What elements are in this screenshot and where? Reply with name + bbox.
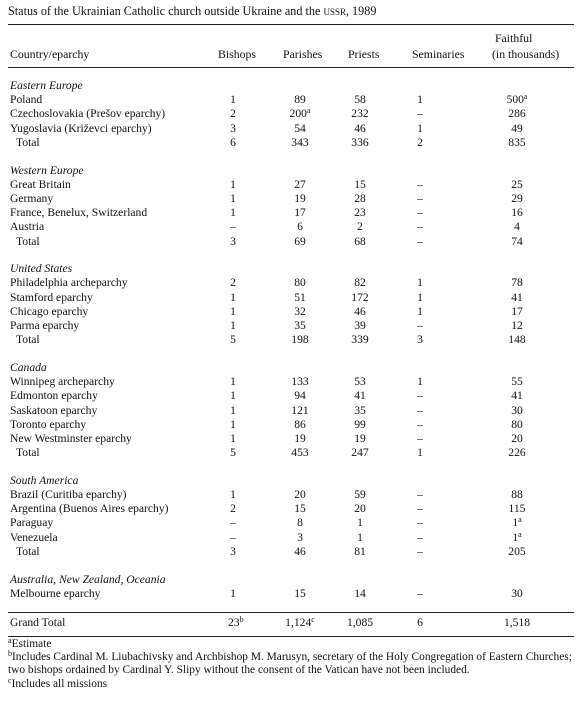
parishes-cell: 35 <box>294 319 306 332</box>
table-row-label: Chicago eparchy <box>10 304 89 318</box>
footnote-c: $^c$Includes all missions <box>8 675 108 690</box>
top-rule <box>8 24 574 25</box>
parishes-cell: 32 <box>294 304 306 318</box>
faithful-cell: 17 <box>511 304 523 318</box>
total-row-label: Total <box>16 446 40 460</box>
grand-total-rule <box>8 612 574 613</box>
priests-cell: 20 <box>354 502 366 516</box>
parishes-cell: 1,124$^c$ <box>285 615 315 629</box>
seminaries-cell: – <box>417 417 423 431</box>
priests-cell: 247 <box>351 446 369 460</box>
faithful-cell: 148 <box>508 333 526 347</box>
faithful-cell: 115 <box>508 502 526 516</box>
grand-total-row-label: Grand Total <box>10 616 66 629</box>
priests-cell: 1 <box>357 516 363 530</box>
seminaries-cell: – <box>417 586 423 600</box>
header-priests: Priests <box>348 47 380 61</box>
footnote-marker: a <box>518 515 522 525</box>
priests-cell: 53 <box>354 375 366 389</box>
bishops-cell: 1 <box>230 586 236 600</box>
parishes-cell: 198 <box>291 333 309 347</box>
bishops-cell: 1 <box>230 375 236 389</box>
bishops-cell: 1 <box>230 93 236 107</box>
parishes-cell: 20 <box>294 488 306 501</box>
title-year: , 1989 <box>345 4 377 18</box>
table-row-label: Philadelphia archeparchy <box>10 276 128 290</box>
bishops-cell: 5 <box>230 333 236 347</box>
table-row-label: Yugoslavia (Križevci eparchy) <box>10 121 152 135</box>
total-row-label: Total <box>16 234 40 248</box>
priests-cell: 59 <box>354 488 366 501</box>
priests-cell: 14 <box>354 586 366 600</box>
table-row-label: Great Britain <box>10 177 71 191</box>
table-row-label: Toronto eparchy <box>10 417 87 431</box>
priests-cell: 23 <box>354 206 366 220</box>
faithful-cell: 1$^a$ <box>512 529 522 544</box>
priests-cell: 82 <box>354 276 366 290</box>
total-row-label: Total <box>16 333 40 347</box>
header-faithful: Faithful <box>495 31 533 45</box>
faithful-cell: 80 <box>511 417 523 431</box>
total-row-label: Total <box>16 544 40 558</box>
seminaries-cell: 1 <box>417 290 423 304</box>
seminaries-cell: – <box>417 403 423 417</box>
table-row-label: Paraguay <box>10 516 54 530</box>
bishops-cell: 1 <box>230 431 236 445</box>
parishes-cell: 86 <box>294 417 306 431</box>
bishops-cell: – <box>230 516 236 530</box>
parishes-cell: 6 <box>297 220 303 234</box>
faithful-cell: 500$^a$ <box>506 92 528 107</box>
bishops-cell: 1 <box>230 488 236 501</box>
seminaries-cell: 2 <box>417 135 423 149</box>
seminaries-cell: 1 <box>417 375 423 389</box>
footnote-marker: a <box>306 106 311 116</box>
table-row-label: Argentina (Buenos Aires eparchy) <box>10 502 169 516</box>
priests-cell: 1,085 <box>346 616 374 629</box>
faithful-cell: 20 <box>511 431 523 445</box>
seminaries-cell: 6 <box>417 616 423 629</box>
bishops-cell: 1 <box>230 319 236 332</box>
priests-cell: 46 <box>354 304 366 318</box>
priests-cell: 99 <box>354 417 366 431</box>
seminaries-cell: – <box>417 502 423 516</box>
bishops-cell: 3 <box>230 121 236 135</box>
footnote-marker: c <box>311 615 315 624</box>
parishes-cell: 17 <box>294 206 306 220</box>
bishops-cell: 2 <box>230 276 236 290</box>
priests-cell: 336 <box>351 135 369 149</box>
seminaries-cell: 1 <box>417 121 423 135</box>
seminaries-cell: 1 <box>417 93 423 107</box>
parishes-cell: 133 <box>291 375 309 389</box>
parishes-cell: 15 <box>294 502 306 516</box>
footnote-marker: a <box>523 92 528 102</box>
parishes-cell: 94 <box>294 389 306 403</box>
bishops-cell: 1 <box>230 417 236 431</box>
table-row-label: Austria <box>10 220 45 234</box>
faithful-cell: 55 <box>511 375 523 389</box>
table-row-label: Poland <box>10 93 43 107</box>
faithful-cell: 835 <box>508 135 526 149</box>
bishops-cell: 3 <box>230 234 236 248</box>
bishops-cell: – <box>230 530 236 544</box>
faithful-cell: 16 <box>511 206 523 220</box>
faithful-cell: 12 <box>511 319 523 332</box>
header-seminaries: Seminaries <box>412 47 465 61</box>
faithful-cell: 1,518 <box>503 616 531 629</box>
faithful-cell: 205 <box>508 544 526 558</box>
parishes-cell: 200$^a$ <box>289 106 311 121</box>
seminaries-cell: – <box>417 319 423 332</box>
header-bishops: Bishops <box>218 47 257 61</box>
table-row-label: Brazil (Curitiba eparchy) <box>10 488 127 501</box>
seminaries-cell: – <box>417 234 423 248</box>
footnote-marker: b <box>239 615 244 624</box>
region-heading: United States <box>10 262 73 276</box>
footnote-marker: a <box>518 529 522 539</box>
priests-cell: 35 <box>354 403 366 417</box>
parishes-cell: 89 <box>294 93 306 107</box>
priests-cell: 41 <box>354 389 366 403</box>
footnotes <box>8 638 574 691</box>
seminaries-cell: – <box>417 516 423 530</box>
title-ussr: ussr <box>323 4 346 18</box>
parishes-cell: 27 <box>294 177 306 191</box>
faithful-cell: 30 <box>511 403 523 417</box>
priests-cell: 81 <box>354 544 366 558</box>
seminaries-cell: 1 <box>417 446 423 460</box>
seminaries-cell: – <box>417 191 423 205</box>
bishops-cell: 5 <box>230 446 236 460</box>
seminaries-cell: 1 <box>417 276 423 290</box>
priests-cell: 58 <box>354 93 366 107</box>
header-parishes: Parishes <box>283 47 323 61</box>
bishops-cell: 1 <box>230 177 236 191</box>
priests-cell: 68 <box>354 234 366 248</box>
bottom-rule <box>8 636 574 637</box>
faithful-cell: 78 <box>511 276 523 290</box>
faithful-cell: 25 <box>511 177 523 191</box>
priests-cell: 2 <box>357 220 363 234</box>
priests-cell: 15 <box>354 177 366 191</box>
priests-cell: 39 <box>354 319 366 332</box>
priests-cell: 28 <box>354 191 366 205</box>
table-row-label: Winnipeg archeparchy <box>10 375 115 389</box>
faithful-cell: 41 <box>511 290 523 304</box>
seminaries-cell: – <box>417 389 423 403</box>
table-row-label: France, Benelux, Switzerland <box>10 206 148 220</box>
seminaries-cell: – <box>417 177 423 191</box>
faithful-cell: 30 <box>511 586 523 600</box>
table-row-label: Germany <box>10 191 54 205</box>
parishes-cell: 15 <box>294 586 306 600</box>
seminaries-cell: – <box>417 544 423 558</box>
parishes-cell: 46 <box>294 544 306 558</box>
bishops-cell: 1 <box>230 290 236 304</box>
bishops-cell: 2 <box>230 107 236 121</box>
region-heading: Australia, New Zealand, Oceania <box>10 572 166 586</box>
seminaries-cell: – <box>417 107 423 121</box>
faithful-cell: 74 <box>511 234 523 248</box>
faithful-cell: 226 <box>508 446 526 460</box>
priests-cell: 1 <box>357 530 363 544</box>
parishes-cell: 3 <box>297 530 303 544</box>
bishops-cell: 23$^b$ <box>228 615 244 629</box>
total-row-label: Total <box>16 135 40 149</box>
seminaries-cell: – <box>417 220 423 234</box>
table-row-label: Venezuela <box>10 530 58 544</box>
parishes-cell: 453 <box>291 446 309 460</box>
table-row-label: Stamford eparchy <box>10 290 93 304</box>
footnote-b: $^b$Includes Cardinal M. Liubachivsky and Archbishop M. Marusyn, secretary of the Holy Congregation of Eastern Churches; two bishops ordained by Cardinal Y. Slipy without the consent of the Vatican have not been included. <box>8 649 572 677</box>
faithful-cell: 29 <box>511 191 523 205</box>
header-rule <box>8 67 574 68</box>
title-text: Status of the Ukrainian Catholic church outside Ukraine and the <box>8 4 324 18</box>
seminaries-cell: – <box>417 488 423 501</box>
priests-cell: 19 <box>354 431 366 445</box>
bishops-cell: 2 <box>230 502 236 516</box>
table-row-label: New Westminster eparchy <box>10 431 132 445</box>
region-heading: Western Europe <box>10 163 84 177</box>
bishops-cell: 1 <box>230 206 236 220</box>
table-row-label: Edmonton eparchy <box>10 389 98 403</box>
footnote-a: $^a$Estimate <box>8 636 52 650</box>
priests-cell: 172 <box>351 290 369 304</box>
seminaries-cell: – <box>417 530 423 544</box>
parishes-cell: 19 <box>294 431 306 445</box>
table-title <box>8 4 376 19</box>
region-heading: Canada <box>10 360 47 374</box>
table-row-label: Parma eparchy <box>10 319 80 332</box>
seminaries-cell: – <box>417 431 423 445</box>
faithful-cell: 49 <box>511 121 523 135</box>
header-country: Country/eparchy <box>10 47 90 61</box>
parishes-cell: 54 <box>294 121 306 135</box>
table-row-label: Melbourne eparchy <box>10 586 101 600</box>
bishops-cell: 1 <box>230 389 236 403</box>
region-heading: South America <box>10 473 79 487</box>
parishes-cell: 80 <box>294 276 306 290</box>
seminaries-cell: – <box>417 206 423 220</box>
priests-cell: 46 <box>354 121 366 135</box>
faithful-cell: 4 <box>514 220 520 234</box>
bishops-cell: 3 <box>230 544 236 558</box>
bishops-cell: 1 <box>230 403 236 417</box>
seminaries-cell: 3 <box>417 333 423 347</box>
region-heading: Eastern Europe <box>10 79 83 92</box>
parishes-cell: 69 <box>294 234 306 248</box>
table-row-label: Czechoslovakia (Prešov eparchy) <box>10 107 166 121</box>
bishops-cell: 1 <box>230 191 236 205</box>
faithful-cell: 1$^a$ <box>512 515 522 530</box>
parishes-cell: 343 <box>291 135 309 149</box>
seminaries-cell: 1 <box>417 304 423 318</box>
bishops-cell: 6 <box>230 135 236 149</box>
priests-cell: 232 <box>351 107 369 121</box>
parishes-cell: 51 <box>294 290 306 304</box>
bishops-cell: – <box>230 220 236 234</box>
bishops-cell: 1 <box>230 304 236 318</box>
priests-cell: 339 <box>351 333 369 347</box>
parishes-cell: 19 <box>294 191 306 205</box>
faithful-cell: 41 <box>511 389 523 403</box>
parishes-cell: 8 <box>297 516 303 530</box>
faithful-cell: 88 <box>511 488 523 501</box>
faithful-cell: 286 <box>508 107 526 121</box>
header-faithful-unit: (in thousands) <box>492 47 560 61</box>
table-row-label: Saskatoon eparchy <box>10 403 98 417</box>
parishes-cell: 121 <box>291 403 309 417</box>
